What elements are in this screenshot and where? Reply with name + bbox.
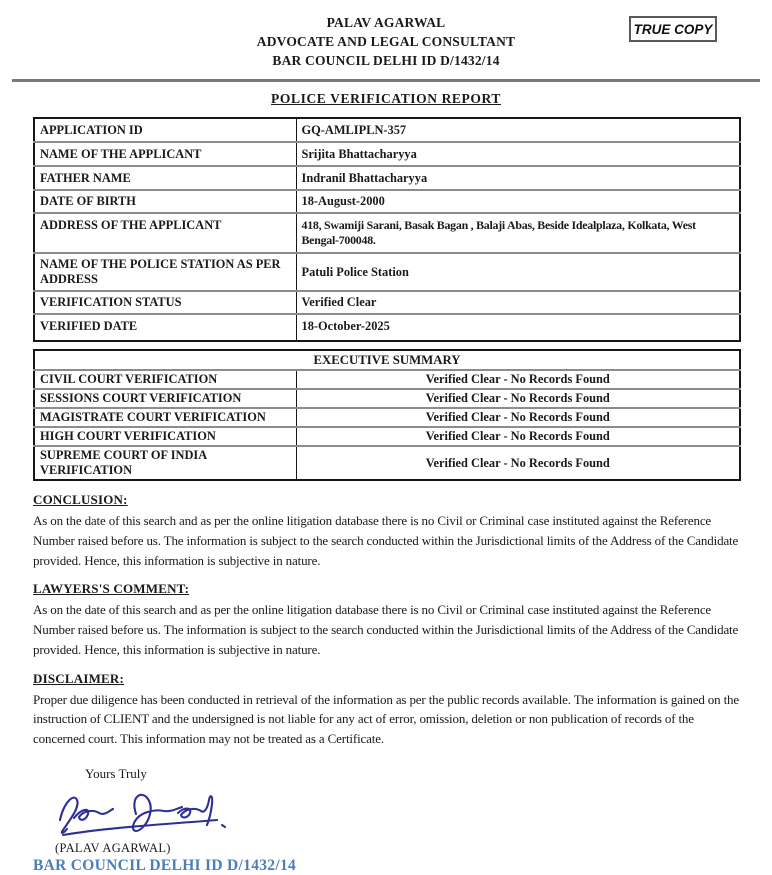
row-label: VERIFICATION STATUS xyxy=(34,291,296,314)
table-row xyxy=(34,291,740,314)
row-value: Verified Clear - No Records Found xyxy=(296,370,740,389)
row-label: MAGISTRATE COURT VERIFICATION xyxy=(34,408,296,427)
row-value: 18-August-2000 xyxy=(296,190,740,213)
row-label: CIVIL COURT VERIFICATION xyxy=(34,370,296,389)
table-row xyxy=(34,427,740,446)
executive-summary-heading: EXECUTIVE SUMMARY xyxy=(313,352,461,367)
disclaimer-heading: DISCLAIMER: xyxy=(33,670,125,686)
table-row xyxy=(34,142,740,166)
table-row xyxy=(34,190,740,213)
row-value: Srijita Bhattacharyya xyxy=(296,142,740,166)
row-value: 18-October-2025 xyxy=(296,314,740,341)
table-row xyxy=(34,118,740,142)
row-label: HIGH COURT VERIFICATION xyxy=(34,427,296,446)
row-value: 418, Swamiji Sarani, Basak Bagan , Balaji Abas, Beside Idealplaza, Kolkata, West Bengal-700048. xyxy=(296,213,740,253)
report-title: POLICE VERIFICATION REPORT xyxy=(271,91,501,106)
row-value: Verified Clear - No Records Found xyxy=(296,427,740,446)
table-row xyxy=(34,253,740,291)
advocate-bar-id: BAR COUNCIL DELHI ID D/1432/14 xyxy=(272,53,500,68)
row-label: APPLICATION ID xyxy=(34,118,296,142)
table-row xyxy=(34,314,740,341)
lawyers-comment-section xyxy=(33,581,741,659)
row-value: Patuli Police Station xyxy=(296,253,740,291)
row-label: NAME OF THE APPLICANT xyxy=(34,142,296,166)
row-value: Verified Clear - No Records Found xyxy=(296,408,740,427)
row-value: Verified Clear - No Records Found xyxy=(296,446,740,480)
table-row xyxy=(34,213,740,253)
table-row xyxy=(34,166,740,190)
applicant-details-table xyxy=(33,117,741,342)
disclaimer-section xyxy=(33,671,741,749)
conclusion-section xyxy=(33,492,741,570)
row-value: Verified Clear - No Records Found xyxy=(296,389,740,408)
table-row xyxy=(34,370,740,389)
table-row xyxy=(34,389,740,408)
row-value: Verified Clear xyxy=(296,291,740,314)
executive-summary-table xyxy=(33,349,741,481)
lawyers-comment-heading: LAWYERS'S COMMENT: xyxy=(33,581,190,597)
advocate-title: ADVOCATE AND LEGAL CONSULTANT xyxy=(256,34,516,49)
row-value: Indranil Bhattacharyya xyxy=(296,166,740,190)
disclaimer-body: Proper due diligence has been conducted in retrieval of the information as per the public records available. The information is gained on the instruction of CLIENT and the undersigned is not liable for any act of error, omission, deletion or non publication of records of the concerned court. This information may not be treated as a Certificate. xyxy=(33,691,740,746)
row-label: VERIFIED DATE xyxy=(34,314,296,341)
conclusion-heading: CONCLUSION: xyxy=(33,492,128,507)
header-divider xyxy=(12,79,760,82)
row-label: SUPREME COURT OF INDIA VERIFICATION xyxy=(34,446,296,480)
table-header-row xyxy=(34,350,740,370)
advocate-name: PALAV AGARWAL xyxy=(326,15,446,30)
lawyers-comment-body: As on the date of this search and as per the online litigation database there is no Civil or Criminal case instituted against the Reference Number raised before us. The information is subject to the search conducted within the Jurisdictional limits of the Address of the Candidate provided. Hence, this information is subjective in nature. xyxy=(33,602,739,657)
row-label: FATHER NAME xyxy=(34,166,296,190)
table-row xyxy=(34,446,740,480)
conclusion-body: As on the date of this search and as per the online litigation database there is no Civil or Criminal case instituted against the Reference Number raised before us. The information is subject to the search conducted within the Jurisdictional limits of the Address of the Candidate provided. Hence, this information is subjective in nature. xyxy=(33,513,739,568)
row-label: DATE OF BIRTH xyxy=(34,190,296,213)
closing-text: Yours Truly xyxy=(85,765,147,781)
row-value: GQ-AMLIPLN-357 xyxy=(296,118,740,142)
handwritten-signature xyxy=(50,786,772,840)
signatory-name: (PALAV AGARWAL) xyxy=(55,840,171,855)
row-label: ADDRESS OF THE APPLICANT xyxy=(34,213,296,253)
true-copy-stamp: TRUE COPY xyxy=(629,16,717,42)
row-label: SESSIONS COURT VERIFICATION xyxy=(34,389,296,408)
bar-council-id-footer: BAR COUNCIL DELHI ID D/1432/14 xyxy=(33,856,297,874)
signature-ink-icon xyxy=(50,786,280,840)
row-label: NAME OF THE POLICE STATION AS PER ADDRESS xyxy=(34,253,296,291)
table-row xyxy=(34,408,740,427)
